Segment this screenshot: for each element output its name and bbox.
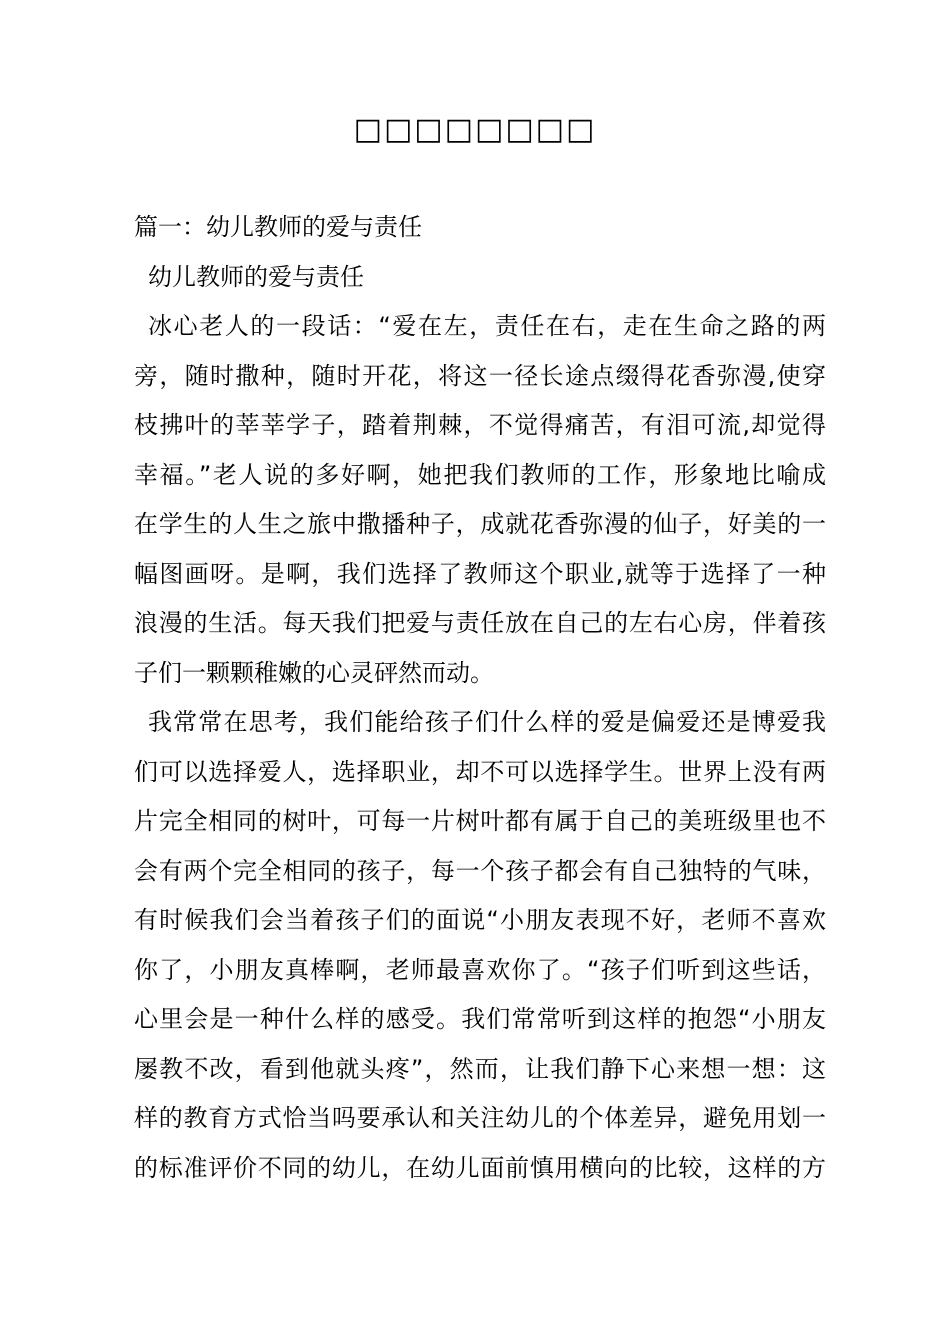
paragraph-line: 幅图画呀。是啊，我们选择了教师这个职业,就等于选择了一种 [134, 559, 826, 588]
document-body [134, 203, 826, 1193]
paragraph-line: 的标准评价不同的幼儿，在幼儿面前慎用横向的比较，这样的方 [134, 1153, 826, 1182]
paragraph-line: 心里会是一种什么样的感受。我们常常听到这样的抱怨“小朋友 [134, 1005, 826, 1033]
paragraph-line: 屡教不改，看到他就头疼”，然而，让我们静下心来想一想：这 [134, 1054, 826, 1083]
paragraph-line: 会有两个完全相同的孩子，每一个孩子都会有自己独特的气味， [134, 856, 826, 885]
section-heading: 篇一：幼儿教师的爱与责任 [134, 213, 422, 241]
paragraph-line: 片完全相同的树叶，可每一片树叶都有属于自己的美班级里也不 [134, 807, 826, 835]
paragraph-line: 在学生的人生之旅中撒播种子，成就花香弥漫的仙子，好美的一 [134, 510, 826, 538]
paragraph-line: 样的教育方式恰当吗要承认和关注幼儿的个体差异，避免用划一 [134, 1104, 826, 1132]
paragraph-line: 子们一颗颗稚嫩的心灵砰然而动。 [134, 658, 494, 687]
paragraph-line: 你了，小朋友真棒啊，老师最喜欢你了。“孩子们听到这些话， [134, 955, 826, 984]
article-title: 幼儿教师的爱与责任 [148, 262, 364, 291]
paragraph-line: 浪漫的生活。每天我们把爱与责任放在自己的左右心房，伴着孩 [134, 609, 826, 637]
paragraph-line: 们可以选择爱人，选择职业，却不可以选择学生。世界上没有两 [134, 757, 826, 786]
document-title: □□□□□□□□ [353, 112, 597, 147]
paragraph-line: 旁，随时撒种，随时开花，将这一径长途点缀得花香弥漫,使穿 [134, 361, 826, 390]
paragraph-line: 枝拂叶的莘莘学子，踏着荆棘，不觉得痛苦，有泪可流,却觉得 [134, 411, 826, 439]
paragraph-line: 有时候我们会当着孩子们的面说“小朋友表现不好，老师不喜欢 [134, 906, 826, 934]
paragraph-line: 我常常在思考，我们能给孩子们什么样的爱是偏爱还是博爱我 [148, 708, 826, 736]
paragraph-line: 冰心老人的一段话：“爱在左，责任在右，走在生命之路的两 [148, 312, 826, 340]
paragraph-line: 幸福。”老人说的多好啊，她把我们教师的工作，形象地比喻成 [134, 460, 826, 489]
